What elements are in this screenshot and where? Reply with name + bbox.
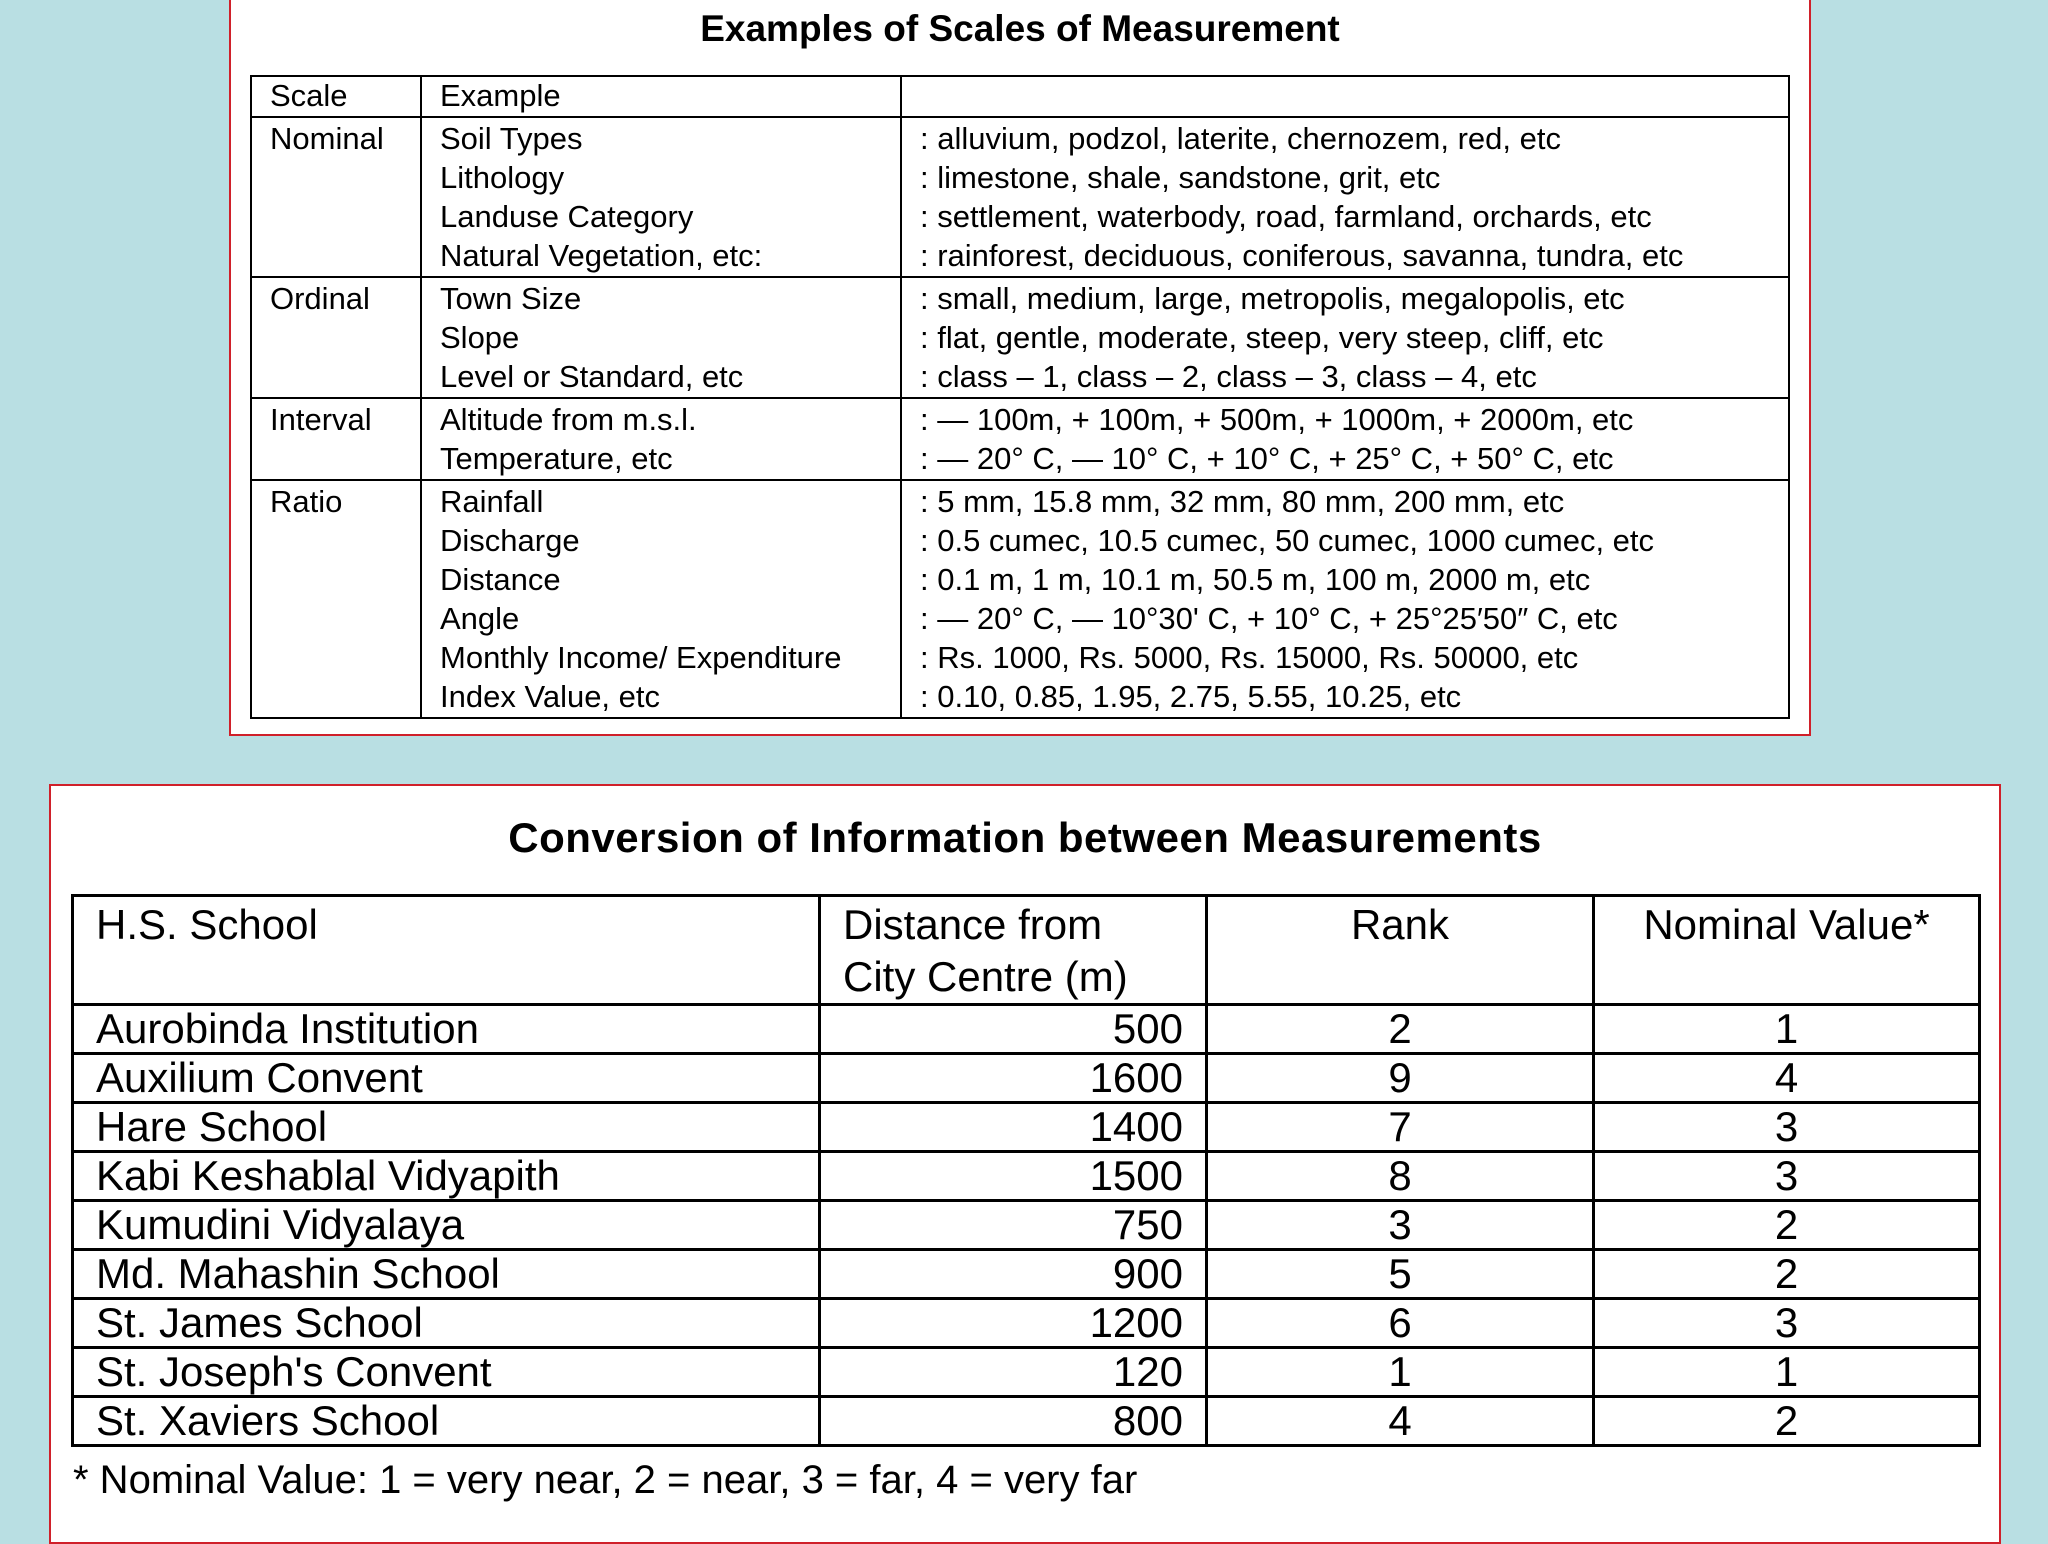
footnote: * Nominal Value: 1 = very near, 2 = near, 3 = far, 4 = very far — [73, 1458, 1138, 1502]
distance-value: 120 — [820, 1348, 1207, 1397]
rank-value: 4 — [1207, 1397, 1594, 1446]
distance-header: Distance from City Centre (m) — [820, 896, 1207, 1005]
table-row — [73, 1250, 1980, 1299]
example-value: : — 20° C, — 10°30' C, + 10° C, + 25°25′50″ C, etc — [920, 601, 1618, 636]
school-name: Aurobinda Institution — [73, 1005, 820, 1054]
scale-name: Nominal — [251, 117, 421, 277]
example-item: Level or Standard, etc — [440, 359, 744, 394]
example-values — [901, 398, 1789, 480]
example-item: Monthly Income/ Expenditure — [440, 640, 842, 675]
example-value: : Rs. 1000, Rs. 5000, Rs. 15000, Rs. 50000, etc — [920, 640, 1579, 675]
scale-name: Interval — [251, 398, 421, 480]
nominal-value: 1 — [1594, 1005, 1980, 1054]
distance-value: 1200 — [820, 1299, 1207, 1348]
example-value: : 0.5 cumec, 10.5 cumec, 50 cumec, 1000 cumec, etc — [920, 523, 1655, 558]
example-item: Natural Vegetation, etc: — [440, 238, 763, 273]
table-row — [73, 1348, 1980, 1397]
nominal-value: 3 — [1594, 1299, 1980, 1348]
school-name: Md. Mahashin School — [73, 1250, 820, 1299]
example-values — [901, 117, 1789, 277]
distance-value: 750 — [820, 1201, 1207, 1250]
table-row — [73, 1054, 1980, 1103]
school-name: Hare School — [73, 1103, 820, 1152]
table-row — [73, 1299, 1980, 1348]
table-row — [73, 1397, 1980, 1446]
example-item: Angle — [440, 601, 520, 636]
rank-value: 5 — [1207, 1250, 1594, 1299]
example-value: : — 100m, + 100m, + 500m, + 1000m, + 2000m, etc — [920, 402, 1634, 437]
example-value: : — 20° C, — 10° C, + 10° C, + 25° C, + 50° C, etc — [920, 441, 1614, 476]
table-row — [73, 1201, 1980, 1250]
nominal-value: 3 — [1594, 1103, 1980, 1152]
scales-header-row — [251, 76, 1789, 117]
example-items — [421, 117, 901, 277]
nominal-value: 1 — [1594, 1348, 1980, 1397]
example-items — [421, 480, 901, 718]
school-name: Kabi Keshablal Vidyapith — [73, 1152, 820, 1201]
example-item: Temperature, etc — [440, 441, 673, 476]
scale-group-interval — [251, 398, 1789, 480]
example-item: Landuse Category — [440, 199, 694, 234]
example-items — [421, 277, 901, 398]
example-item: Lithology — [440, 160, 565, 195]
nominal-value: 2 — [1594, 1201, 1980, 1250]
school-name: Kumudini Vidyalaya — [73, 1201, 820, 1250]
example-item: Altitude from m.s.l. — [440, 402, 697, 437]
example-value: : settlement, waterbody, road, farmland, orchards, etc — [920, 199, 1652, 234]
example-item: Slope — [440, 320, 520, 355]
scale-group-ordinal — [251, 277, 1789, 398]
example-values — [901, 277, 1789, 398]
example-value: : 0.10, 0.85, 1.95, 2.75, 5.55, 10.25, etc — [920, 679, 1462, 714]
scale-name: Ordinal — [251, 277, 421, 398]
table-row — [73, 1005, 1980, 1054]
distance-value: 1500 — [820, 1152, 1207, 1201]
nominal-header: Nominal Value* — [1594, 896, 1980, 1005]
conversion-title: Conversion of Information between Measurements — [508, 814, 1542, 861]
example-value: : alluvium, podzol, laterite, chernozem, red, etc — [920, 121, 1561, 156]
nominal-value: 2 — [1594, 1250, 1980, 1299]
example-item: Discharge — [440, 523, 580, 558]
scale-header: Scale — [251, 76, 421, 117]
conversion-header-row — [73, 896, 1980, 1005]
example-items — [421, 398, 901, 480]
scale-name: Ratio — [251, 480, 421, 718]
rank-header: Rank — [1207, 896, 1594, 1005]
scale-group-nominal — [251, 117, 1789, 277]
rank-value: 8 — [1207, 1152, 1594, 1201]
example-value: : 0.1 m, 1 m, 10.1 m, 50.5 m, 100 m, 2000 m, etc — [920, 562, 1591, 597]
rank-value: 9 — [1207, 1054, 1594, 1103]
example-value: : small, medium, large, metropolis, megalopolis, etc — [920, 281, 1625, 316]
nominal-value: 4 — [1594, 1054, 1980, 1103]
rank-value: 2 — [1207, 1005, 1594, 1054]
table-row — [73, 1152, 1980, 1201]
example-item: Index Value, etc — [440, 679, 661, 714]
scales-title: Examples of Scales of Measurement — [700, 8, 1340, 49]
scale-group-ratio — [251, 480, 1789, 718]
distance-value: 900 — [820, 1250, 1207, 1299]
conversion-table — [71, 894, 1981, 1447]
school-name: St. Xaviers School — [73, 1397, 820, 1446]
distance-value: 1400 — [820, 1103, 1207, 1152]
example-value: : 5 mm, 15.8 mm, 32 mm, 80 mm, 200 mm, etc — [920, 484, 1565, 519]
conversion-panel — [49, 784, 2001, 1544]
example-value: : class – 1, class – 2, class – 3, class – 4, etc — [920, 359, 1537, 394]
values-header — [901, 76, 1789, 117]
school-name: St. Joseph's Convent — [73, 1348, 820, 1397]
rank-value: 1 — [1207, 1348, 1594, 1397]
example-values — [901, 480, 1789, 718]
distance-value: 800 — [820, 1397, 1207, 1446]
distance-value: 500 — [820, 1005, 1207, 1054]
example-value: : rainforest, deciduous, coniferous, savanna, tundra, etc — [920, 238, 1684, 273]
nominal-value: 3 — [1594, 1152, 1980, 1201]
example-item: Rainfall — [440, 484, 544, 519]
school-name: Auxilium Convent — [73, 1054, 820, 1103]
example-header: Example — [421, 76, 901, 117]
scales-table — [250, 75, 1790, 719]
example-value: : limestone, shale, sandstone, grit, etc — [920, 160, 1441, 195]
school-name: St. James School — [73, 1299, 820, 1348]
distance-value: 1600 — [820, 1054, 1207, 1103]
nominal-value: 2 — [1594, 1397, 1980, 1446]
example-value: : flat, gentle, moderate, steep, very steep, cliff, etc — [920, 320, 1604, 355]
example-item: Soil Types — [440, 121, 583, 156]
table-row — [73, 1103, 1980, 1152]
school-header: H.S. School — [73, 896, 820, 1005]
rank-value: 6 — [1207, 1299, 1594, 1348]
rank-value: 3 — [1207, 1201, 1594, 1250]
example-item: Distance — [440, 562, 561, 597]
example-item: Town Size — [440, 281, 582, 316]
rank-value: 7 — [1207, 1103, 1594, 1152]
scales-panel — [229, 0, 1811, 736]
